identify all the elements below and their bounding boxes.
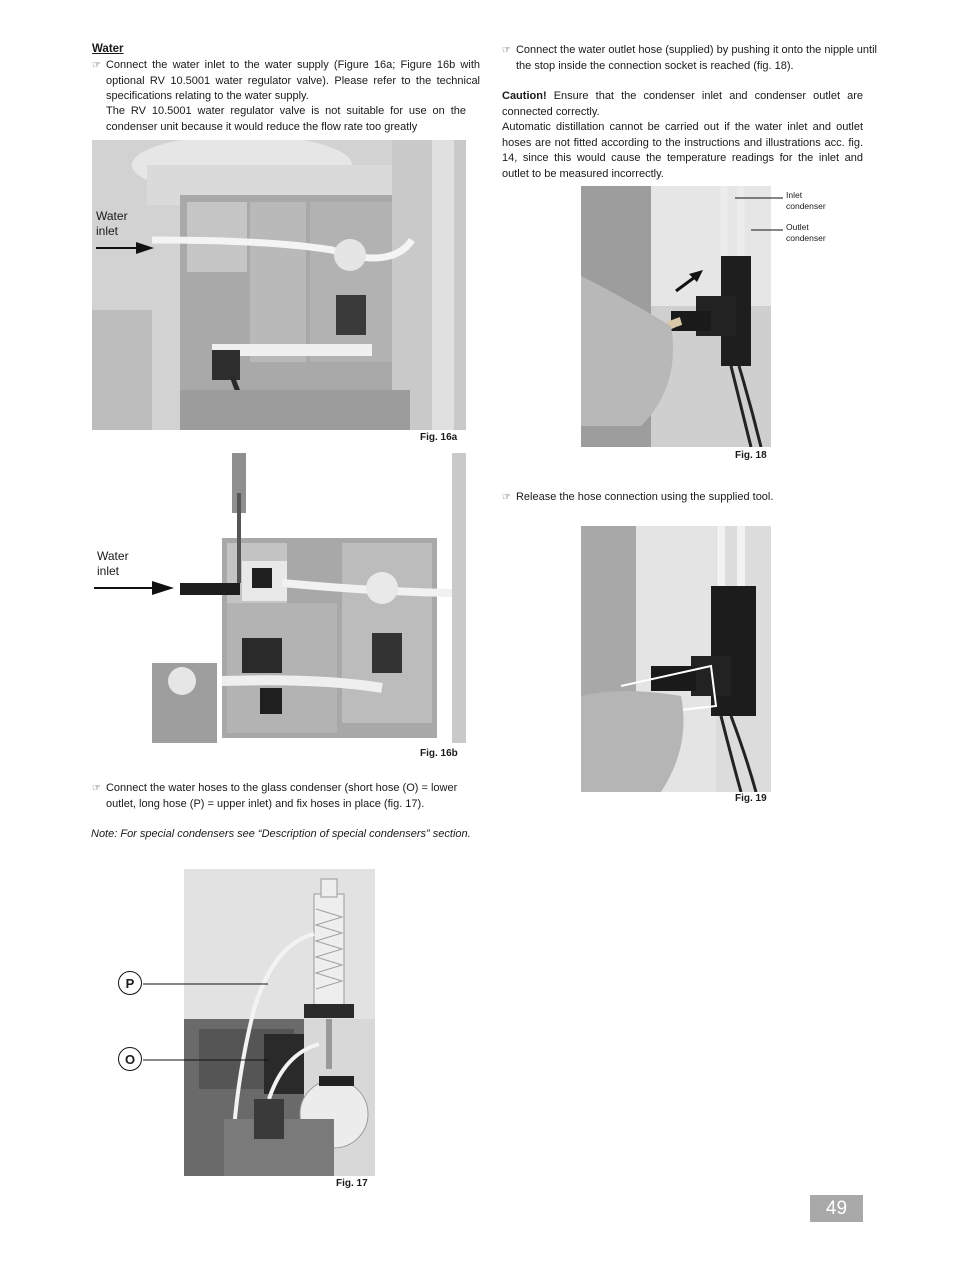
release-tool-illustration	[581, 526, 771, 792]
caution-text: Ensure that the condenser inlet and condenser outlet are connected correctly.	[502, 90, 863, 118]
instruction-text: Connect the water outlet hose (supplied) by pushing it onto the nipple until the stop inside the connection socket is reached (fig. 18).	[515, 44, 877, 72]
pointing-hand-icon: ☞	[502, 492, 511, 503]
figure-16a-photo	[92, 140, 466, 430]
inlet-condenser-label: Inlet condenser	[786, 190, 826, 211]
water-inlet-label: Water inlet	[96, 209, 128, 238]
regulator-note: The RV 10.5001 water regulator valve is not suitable for use on the condenser unit because it would reduce the flow rate too greatly	[106, 105, 466, 133]
page-number: 49	[810, 1195, 863, 1222]
section-heading: Water	[92, 43, 124, 55]
instruction-text: Release the hose connection using the supplied tool.	[515, 491, 774, 503]
pointing-hand-icon: ☞	[502, 45, 511, 56]
label-p-circle: P	[118, 971, 142, 995]
instruction-water-outlet	[502, 43, 877, 74]
water-inlet-label: Water inlet	[97, 549, 129, 578]
outlet-condenser-label: Outlet condenser	[786, 222, 826, 243]
caution-label: Caution!	[502, 90, 547, 102]
distillation-warning: Automatic distillation cannot be carried out if the water inlet and outlet hoses are not fitted according to the instructions and illustrations acc. fig. 14, since this would cause the temperature readings for the inlet and outlet to be measured incorrectly.	[502, 121, 863, 180]
callout-line	[143, 1058, 268, 1062]
figure-19-photo	[581, 526, 771, 792]
arrow-right-icon	[94, 580, 176, 596]
figure-17-photo	[184, 869, 375, 1176]
glass-condenser-illustration	[184, 869, 375, 1176]
caution-paragraph	[502, 89, 863, 120]
instruction-water-inlet	[92, 58, 480, 105]
label-o-circle: O	[118, 1047, 142, 1071]
callout-line	[143, 982, 268, 986]
figure-16b-photo	[92, 453, 466, 743]
figure-caption: Fig. 16a	[420, 432, 458, 443]
callout-lines	[735, 196, 785, 236]
figure-caption: Fig. 16b	[420, 748, 458, 759]
figure-caption: Fig. 17	[336, 1178, 368, 1189]
instruction-condenser-hoses	[92, 781, 486, 812]
figure-caption: Fig. 19	[735, 793, 767, 804]
instruction-release-hose	[502, 490, 877, 506]
figure-caption: Fig. 18	[735, 450, 767, 461]
rotavapor-rear-illustration	[92, 140, 466, 430]
instruction-text: Connect the water hoses to the glass condenser (short hose (O) = lower outlet, long hose (P) = upper inlet) and fix hoses in place (fig. 17).	[105, 782, 458, 810]
pointing-hand-icon: ☞	[92, 783, 101, 794]
arrow-right-icon	[96, 240, 156, 256]
regulator-valve-illustration	[92, 453, 466, 743]
special-condensers-note: Note: For special condensers see “Description of special condensers” section.	[91, 828, 471, 840]
instruction-text: Connect the water inlet to the water supply (Figure 16a; Figure 16b with optional RV 10.5001 water regulator valve). Please refer to the technical specifications relating to the water supply.	[105, 59, 480, 102]
pointing-hand-icon: ☞	[92, 60, 101, 71]
